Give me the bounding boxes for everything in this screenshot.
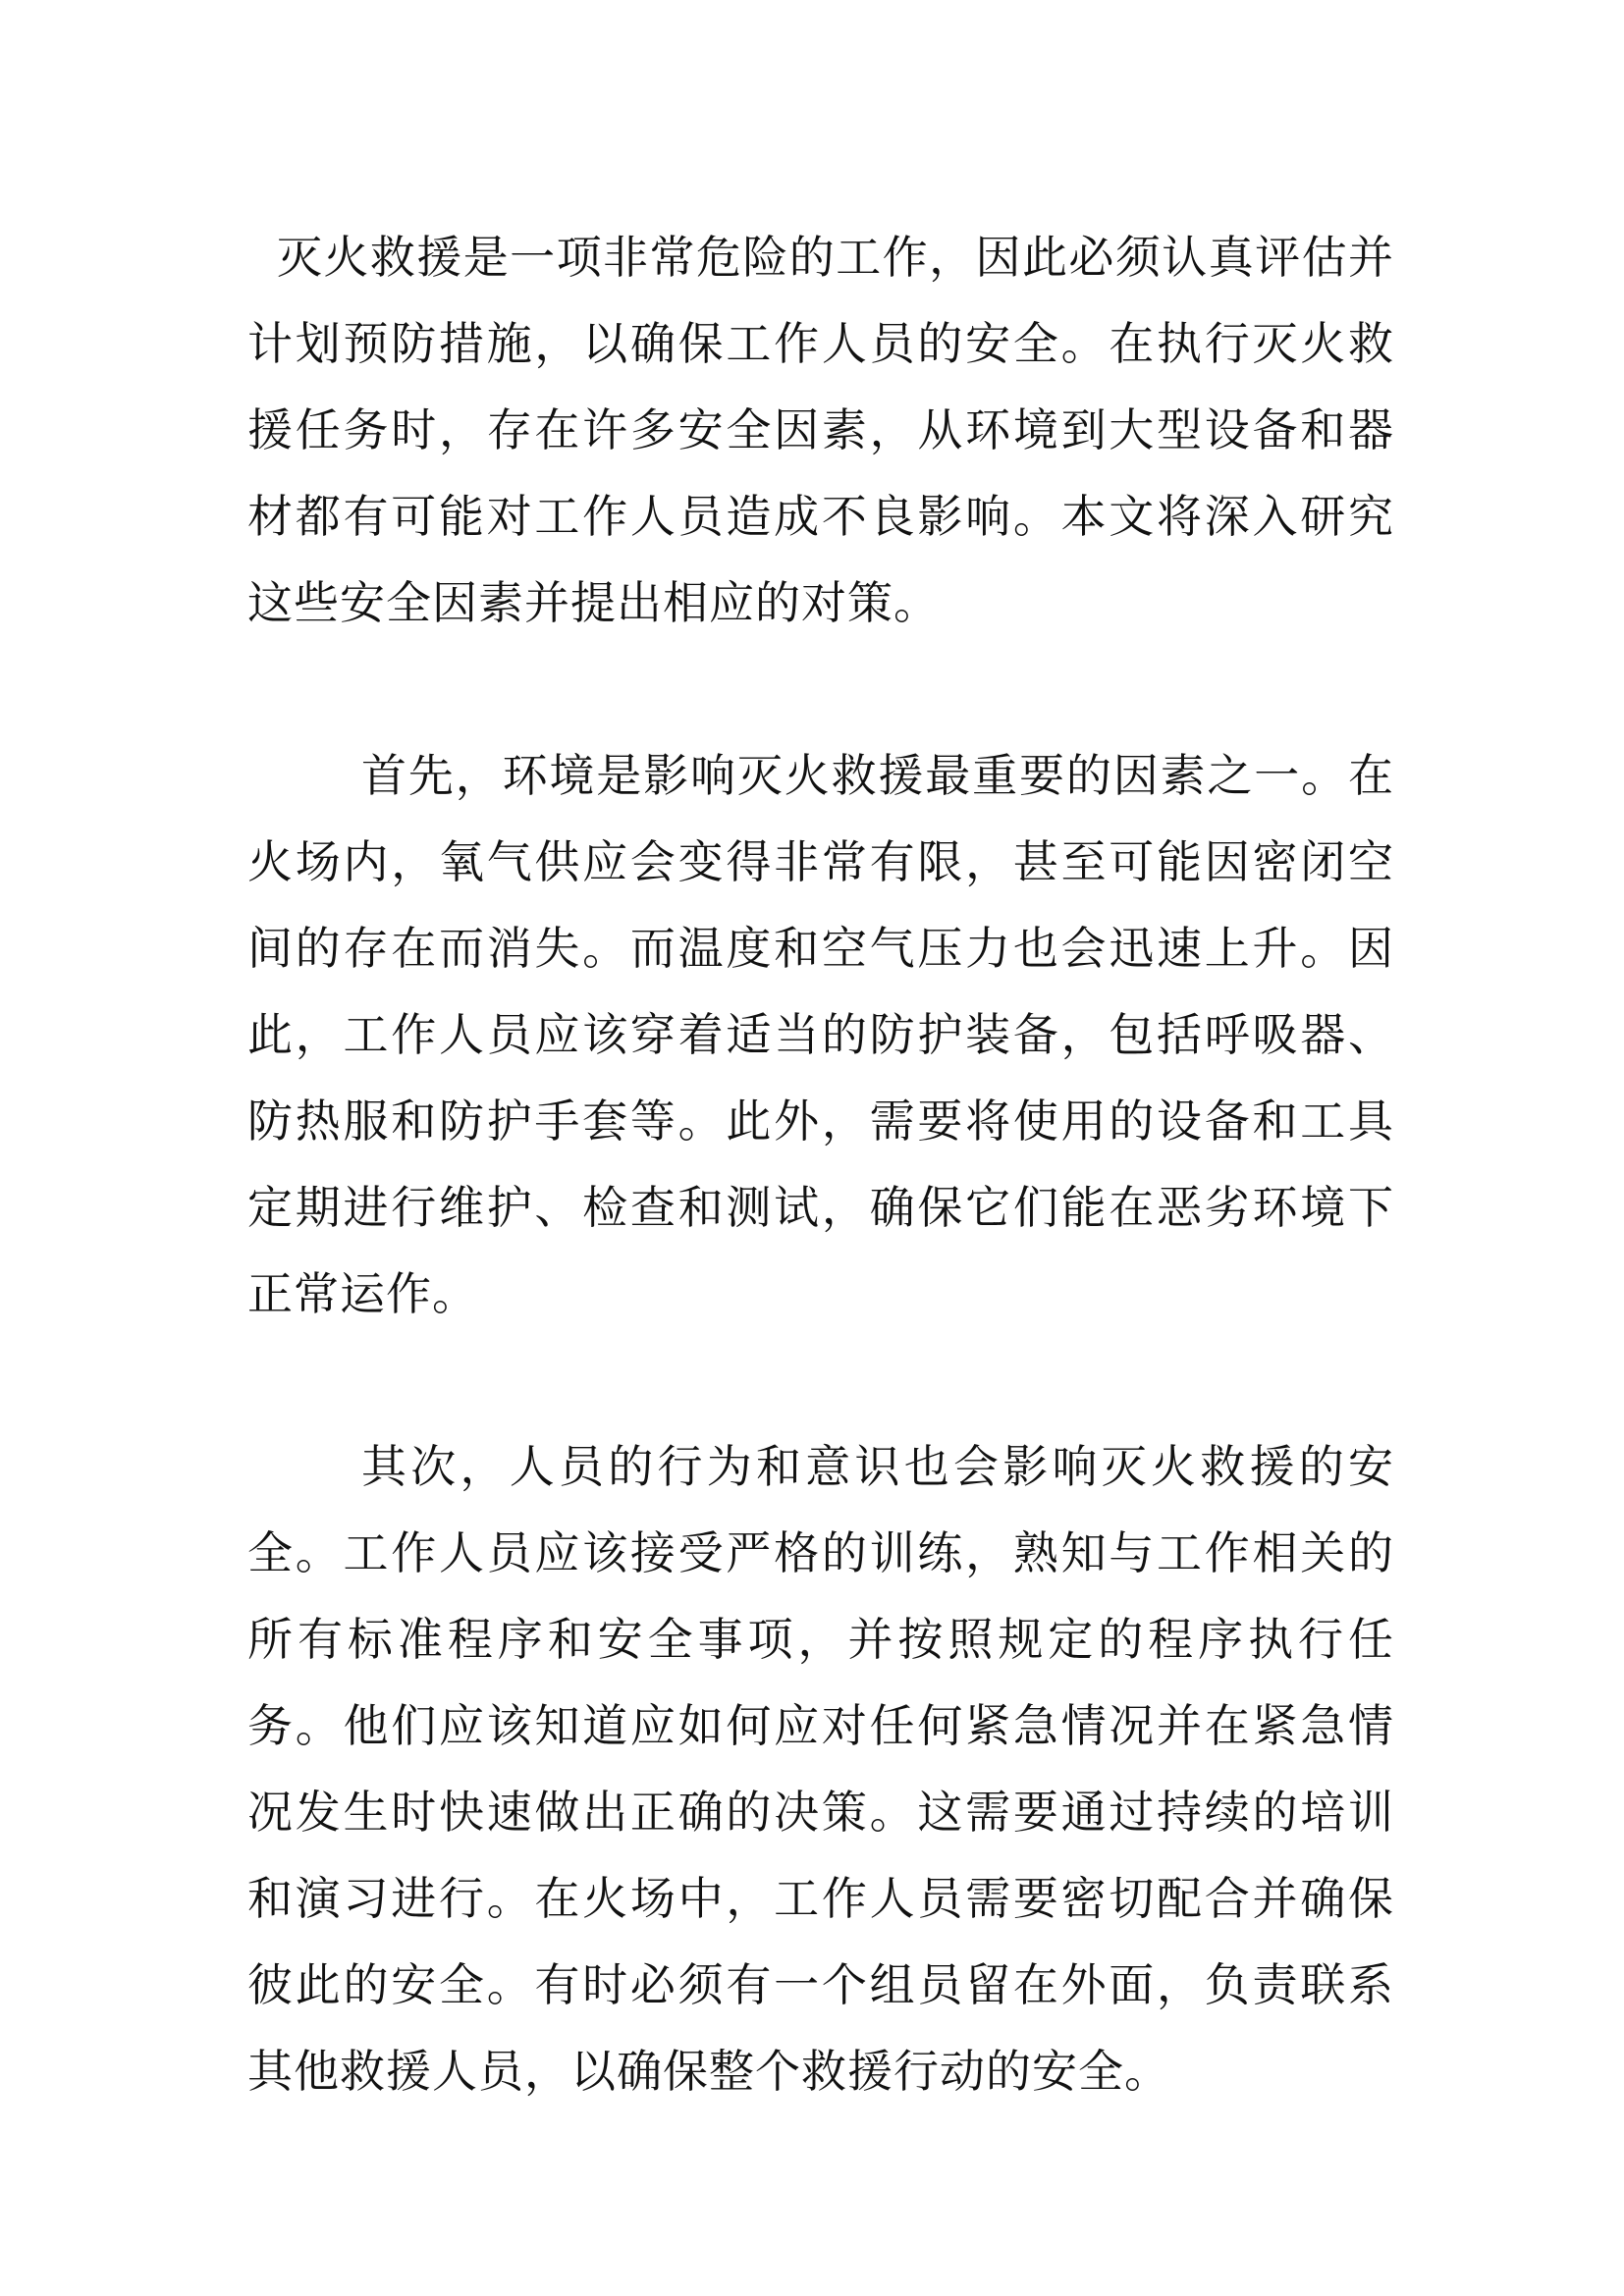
document-body — [247, 214, 1394, 2201]
paragraph-intro: 灭火救援是一项非常危险的工作，因此必须认真评估并计划预防措施，以确保工作人员的安全。在执行灭火救援任务时，存在许多安全因素，从环境到大型设备和器材都有可能对工作人员造成不良影响。本文将深入研究这些安全因素并提出相应的对策。 — [247, 231, 1394, 629]
paragraph-environment: 首先，环境是影响灭火救援最重要的因素之一。在火场内，氧气供应会变得非常有限，甚至可能因密闭空间的存在而消失。而温度和空气压力也会迅速上升。因此，工作人员应该穿着适当的防护装备，包括呼吸器、防热服和防护手套等。此外，需要将使用的设备和工具定期进行维护、检查和测试，确保它们能在恶劣环境下正常运作。 — [247, 749, 1394, 1320]
paragraph-personnel: 其次，人员的行为和意识也会影响灭火救援的安全。工作人员应该接受严格的训练，熟知与工作相关的所有标准程序和安全事项，并按照规定的程序执行任务。他们应该知道应如何应对任何紧急情况并在紧急情况发生时快速做出正确的决策。这需要通过持续的培训和演习进行。在火场中，工作人员需要密切配合并确保彼此的安全。有时必须有一个组员留在外面，负责联系其他救援人员，以确保整个救援行动的安全。 — [247, 1440, 1394, 2098]
